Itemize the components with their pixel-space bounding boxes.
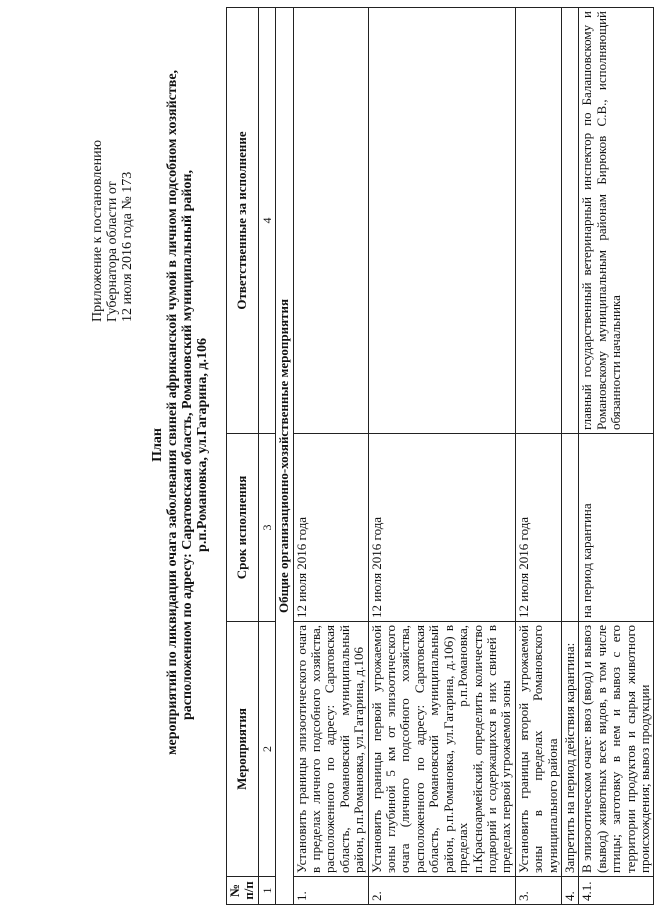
row-number: 2. <box>368 877 515 905</box>
column-number-row <box>258 8 275 905</box>
column-number: 3 <box>258 434 275 622</box>
appendix-line-2: Губернатора области от <box>105 181 120 322</box>
row-responsible <box>293 8 368 434</box>
table-row <box>515 8 561 905</box>
table-row <box>561 8 578 905</box>
column-number: 4 <box>258 8 275 434</box>
row-responsible <box>515 8 561 434</box>
row-number: 4.1. <box>579 877 654 905</box>
title-line-2: расположенном по адресу: Саратовская область, Романовский муниципальный район, <box>180 169 195 721</box>
section-title: Общие организационно-хозяйственные мероприятия <box>276 8 293 905</box>
header-measures: Мероприятия <box>227 622 259 877</box>
row-number: 4. <box>561 877 578 905</box>
row-number: 3. <box>515 877 561 905</box>
title-line-1: мероприятий по ликвидации очага заболевания свиней африканской чумой в личном подсобном хозяйстве, <box>165 69 180 755</box>
row-deadline <box>561 434 578 622</box>
document-title <box>150 69 210 755</box>
title-line-3: р.п.Романовка, ул.Гагарина, д.106 <box>195 338 210 552</box>
appendix-line-3: 12 июля 2016 года № 173 <box>120 171 135 322</box>
row-measure: В эпизоотическом очаге: ввоз (ввод) и вывоз (вывод) животных всех видов, в том числе птицы; заготовку в нем и вывоз с его территории продуктов и сырья животного происхождения; вывоз продукции <box>579 622 654 877</box>
appendix-line-1: Приложение к постановлению <box>90 139 105 322</box>
row-measure: Запретить на период действия карантина: <box>561 622 578 877</box>
row-number: 1. <box>293 877 368 905</box>
plan-table <box>226 7 654 905</box>
header-responsible: Ответственные за исполнение <box>227 8 259 434</box>
row-deadline: на период карантина <box>579 434 654 622</box>
header-num: № п/п <box>227 877 259 905</box>
row-measure: Установить границы второй угрожаемой зоны в пределах Романовского муниципального района <box>515 622 561 877</box>
row-deadline: 12 июля 2016 года <box>293 434 368 622</box>
row-deadline: 12 июля 2016 года <box>368 434 515 622</box>
header-deadline: Срок исполнения <box>227 434 259 622</box>
row-responsible: главный государственный ветеринарный инспектор по Балашовскому и Романовскому муниципальным районам Бирюков С.В., исполняющий обязанности начальника <box>579 8 654 434</box>
column-number: 2 <box>258 622 275 877</box>
table-row <box>579 8 654 905</box>
row-responsible <box>368 8 515 434</box>
appendix-note <box>90 22 135 322</box>
table-header-row <box>227 8 259 905</box>
row-measure: Установить границы первой угрожаемой зоны глубиной 5 км от эпизоотического очага (личного подсобного хозяйства, расположенного по адресу: Саратовская область, Романовский муниципальный район, р.п.Романовка, ул.Гагарина, д.106) в пределах р.п.Романовка, п.Красноармейский, определить количество подворий и содержащихся в них свиней в пределах первой угрожаемой зоны <box>368 622 515 877</box>
row-responsible <box>561 8 578 434</box>
row-measure: Установить границы эпизоотического очага в пределах личного подсобного хозяйства, расположенного по адресу: Саратовская область, Романовский муниципальный район, р.п.Романовка, ул.Гагарина, д.106 <box>293 622 368 877</box>
table-row <box>368 8 515 905</box>
column-number: 1 <box>258 877 275 905</box>
row-deadline: 12 июля 2016 года <box>515 434 561 622</box>
table-row <box>293 8 368 905</box>
title-heading: План <box>150 428 165 462</box>
section-row <box>276 8 293 905</box>
